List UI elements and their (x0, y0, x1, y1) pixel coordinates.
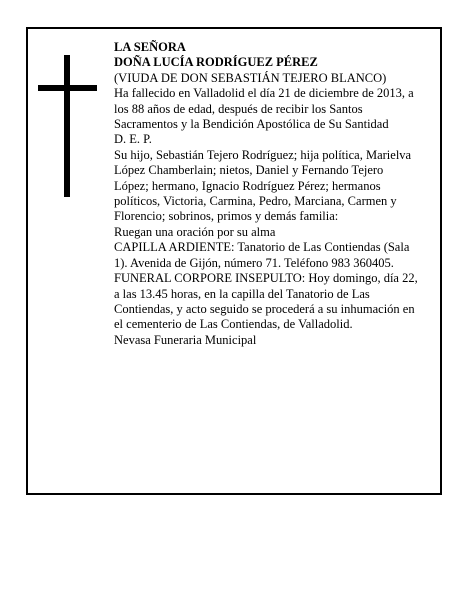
notice-body (114, 40, 419, 348)
obituary-notice (26, 27, 442, 495)
death-statement: Ha fallecido en Valladolid el día 21 de diciembre de 2013, a los 88 años de edad, después de recibir los Santos Sacramentos y la Bendición Apostólica de Su Santidad (114, 86, 414, 132)
deceased-name: DOÑA LUCÍA RODRÍGUEZ PÉREZ (114, 55, 318, 70)
latin-cross-icon (38, 55, 98, 199)
chapel-info: CAPILLA ARDIENTE: Tanatorio de Las Contiendas (Sala 1). Avenida de Gijón, número 71. Teléfono 983 360405. (114, 240, 410, 270)
cross-vertical-bar (64, 55, 70, 197)
funeral-info: FUNERAL CORPORE INSEPULTO: Hoy domingo, día 22, a las 13.45 horas, en la capilla del Tanatorio de Las Contiendas, y acto seguido se procederá a su inhumación en el cementerio de Las Contiendas, de Valladolid. (114, 271, 418, 332)
rip-line: D. E. P. (114, 132, 152, 147)
prayer-request: Ruegan una oración por su alma (114, 224, 276, 239)
widow-of-line: (VIUDA DE DON SEBASTIÁN TEJERO BLANCO) (114, 70, 387, 85)
funeral-home: Nevasa Funeraria Municipal (114, 332, 257, 347)
family-list: Su hijo, Sebastián Tejero Rodríguez; hija política, Marielva López Chamberlain; nietos, Daniel y Fernando Tejero López; hermano, Ignacio Rodríguez Pérez; hermanos políticos, Victoria, Carmina, Pedro, Marciana, Carmen y Florencio; sobrinos, primos y demás familia: (114, 147, 412, 224)
cross-horizontal-bar (38, 85, 97, 91)
notice-title: LA SEÑORA (114, 40, 186, 54)
